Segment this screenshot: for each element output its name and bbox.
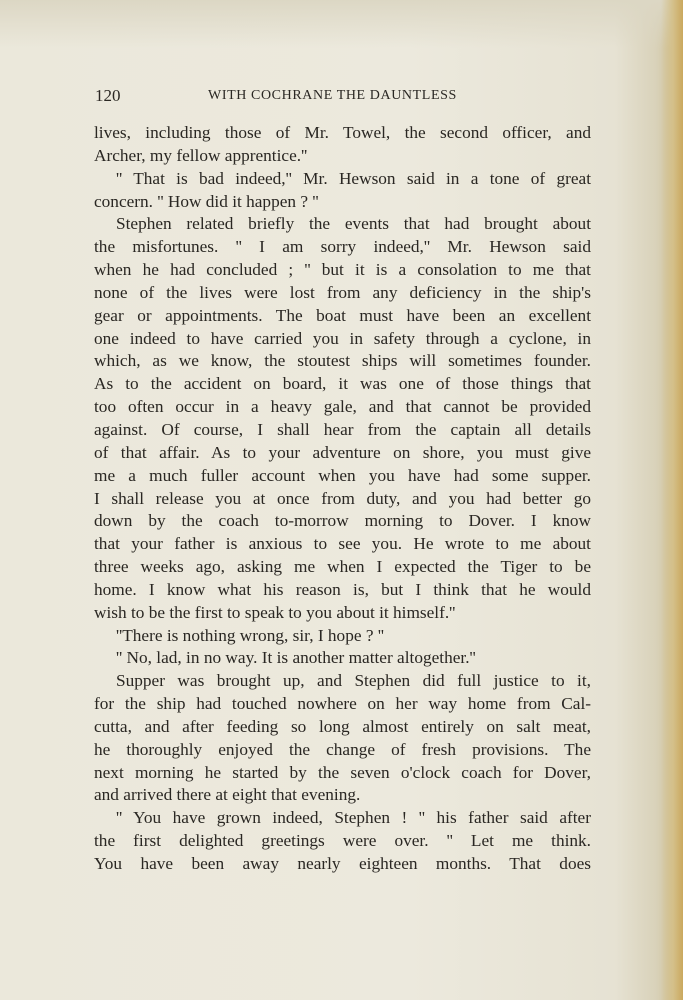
- text-line: I shall release you at once from duty, and you had better go: [94, 488, 591, 508]
- text-line: the misfortunes. '' I am sorry indeed,'' Mr. Hewson said: [94, 237, 591, 257]
- text-line: Stephen related briefly the events that had brought about: [116, 214, 591, 234]
- text-line: me a much fuller account when you have had some supper.: [94, 465, 591, 485]
- text-line: Archer, my fellow apprentice.'': [94, 145, 308, 165]
- page-top-shadow: [0, 0, 683, 48]
- text-line: home. I know what his reason is, but I think that he would: [94, 579, 591, 599]
- text-line: which, as we know, the stoutest ships will sometimes founder.: [94, 351, 591, 371]
- text-line: gear or appointments. The boat must have been an excellent: [94, 305, 591, 325]
- page-edge-shading: [661, 0, 683, 1000]
- text-line: of that affair. As to your adventure on shore, you must give: [94, 442, 591, 462]
- running-title: WITH COCHRANE THE DAUNTLESS: [208, 88, 457, 103]
- text-line: one indeed to have carried you in safety through a cyclone, in: [94, 328, 591, 348]
- text-line: concern. '' How did it happen ? '': [94, 191, 319, 211]
- text-line: ''There is nothing wrong, sir, I hope ? '': [116, 625, 385, 645]
- body-text: [94, 122, 591, 876]
- text-line: cutta, and after feeding so long almost entirely on salt meat,: [94, 716, 591, 736]
- text-line: when he had concluded ; '' but it is a consolation to me that: [94, 260, 591, 280]
- text-line: '' That is bad indeed,'' Mr. Hewson said in a tone of great: [116, 168, 591, 188]
- running-head: [95, 86, 590, 108]
- text-line: too often occur in a heavy gale, and that cannot be provided: [94, 397, 591, 417]
- text-line: that your father is anxious to see you. He wrote to me about: [94, 534, 591, 554]
- text-line: next morning he started by the seven o'clock coach for Dover,: [94, 762, 591, 782]
- text-line: the first delighted greetings were over. '' Let me think.: [94, 831, 591, 851]
- page-number: 120: [95, 86, 121, 105]
- text-line: lives, including those of Mr. Towel, the second officer, and: [94, 123, 591, 142]
- text-line: '' No, lad, in no way. It is another matter altogether.'': [116, 648, 476, 668]
- text-line: Supper was brought up, and Stephen did full justice to it,: [116, 671, 591, 691]
- text-line: three weeks ago, asking me when I expected the Tiger to be: [94, 557, 591, 577]
- text-line: none of the lives were lost from any deficiency in the ship's: [94, 282, 591, 302]
- text-line: wish to be the first to speak to you about it himself.'': [94, 602, 456, 622]
- text-line: he thoroughly enjoyed the change of fresh provisions. The: [94, 739, 591, 759]
- text-line: for the ship had touched nowhere on her way home from Cal-: [94, 694, 591, 714]
- text-line: You have been away nearly eighteen months. That does: [94, 854, 591, 873]
- text-line: '' You have grown indeed, Stephen ! '' his father said after: [116, 808, 591, 828]
- text-line: and arrived there at eight that evening.: [94, 785, 361, 805]
- text-line: against. Of course, I shall hear from the captain all details: [94, 419, 591, 439]
- text-line: down by the coach to-morrow morning to Dover. I know: [94, 511, 591, 531]
- text-line: As to the accident on board, it was one of those things that: [94, 374, 591, 394]
